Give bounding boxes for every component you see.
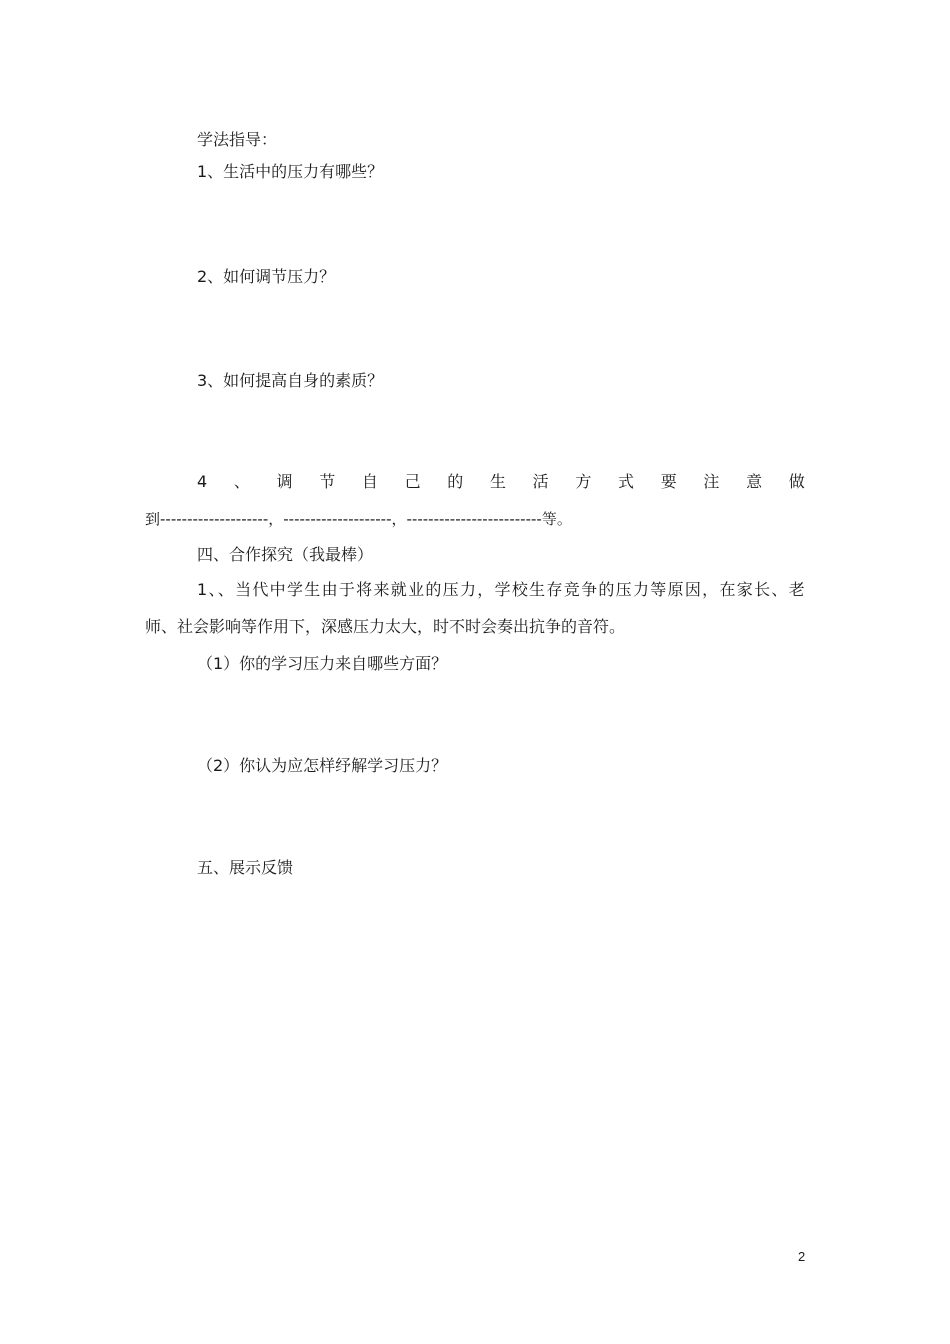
q4-char: 调 — [276, 472, 293, 491]
question-4-line-2: 到--------------------，--------------------，-------------------------等。 — [145, 510, 572, 528]
q4-char: 意 — [746, 472, 763, 491]
sub-question-1: （1）你的学习压力来自哪些方面？ — [197, 654, 448, 673]
question-1: 1、生活中的压力有哪些？ — [197, 162, 384, 181]
question-2: 2、如何调节压力？ — [197, 267, 336, 286]
q4-char: 生 — [489, 472, 506, 491]
q4-char: 方 — [575, 472, 592, 491]
q4-char: 做 — [788, 472, 805, 491]
q4-char: 注 — [703, 472, 720, 491]
q4-char: 4 — [197, 472, 208, 491]
q4-char: 要 — [660, 472, 677, 491]
q4-char: 节 — [319, 472, 336, 491]
sub-question-2: （2）你认为应怎样纾解学习压力？ — [197, 756, 448, 775]
q4-char: 式 — [618, 472, 635, 491]
section-4-paragraph-line-1: 1、、当代中学生由于将来就业的压力，学校生存竞争的压力等原因，在家长、老 — [197, 580, 806, 599]
question-3: 3、如何提高自身的素质？ — [197, 371, 384, 390]
q4-char: 己 — [404, 472, 421, 491]
section-5-heading: 五、展示反馈 — [197, 858, 294, 877]
q4-char: 活 — [532, 472, 549, 491]
q4-char: 的 — [447, 472, 464, 491]
q4-char: 、 — [233, 472, 250, 491]
page-number: 2 — [798, 1249, 806, 1264]
guide-heading: 学法指导： — [197, 130, 278, 149]
section-4-paragraph-line-2: 师、社会影响等作用下，深感压力太大，时不时会奏出抗争的音符。 — [145, 617, 626, 636]
section-4-heading: 四、合作探究（我最棒） — [197, 545, 374, 564]
question-4-line-1 — [197, 472, 805, 492]
q4-char: 自 — [361, 472, 378, 491]
